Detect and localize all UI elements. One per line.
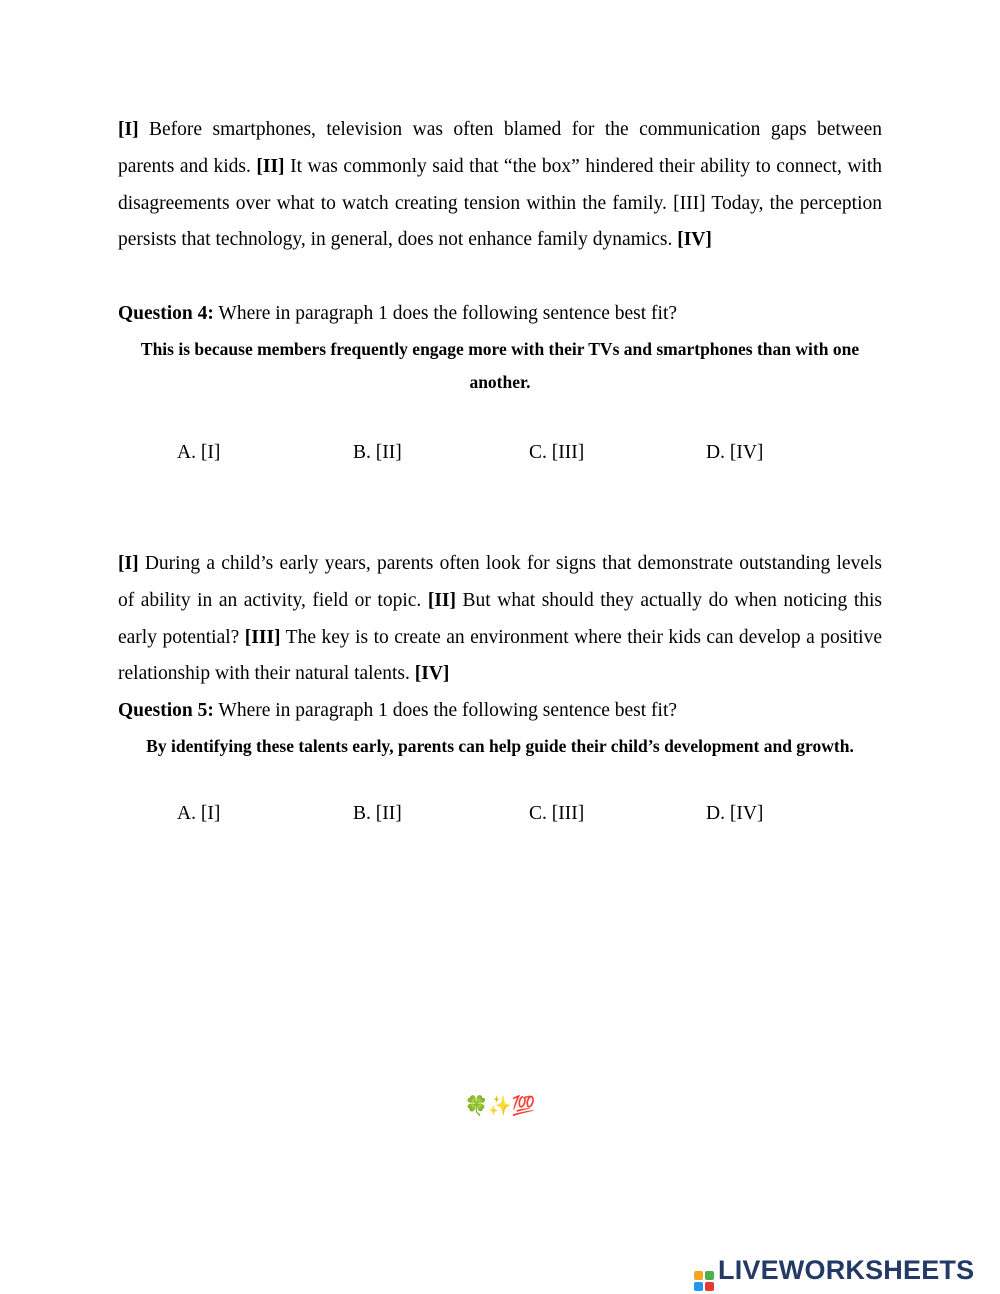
- liveworksheets-logo: [694, 1255, 974, 1285]
- q4-option-c[interactable]: C. [III]: [529, 442, 585, 463]
- logo-badge-square: [705, 1271, 714, 1280]
- q5-option-a[interactable]: A. [I]: [177, 803, 221, 824]
- q5-option-b[interactable]: B. [II]: [353, 803, 402, 824]
- q4-option-a[interactable]: A. [I]: [177, 442, 221, 463]
- q4-paragraph-segment: [II]: [256, 155, 285, 177]
- q4-question-text: Where in paragraph 1 does the following sentence best fit?: [213, 303, 678, 324]
- logo-badge-square: [694, 1271, 703, 1280]
- q4-paragraph: [118, 112, 882, 259]
- q5-paragraph-segment: The key is to create an environment where their kids can develop a positive relationship with their natural talents.: [118, 626, 882, 685]
- q4-insert-sentence: This is because members frequently engage more with their TVs and smartphones than with one another.: [140, 339, 860, 392]
- q5-question-text: Where in paragraph 1 does the following sentence best fit?: [213, 700, 678, 721]
- q5-option-d[interactable]: D. [IV]: [706, 803, 764, 824]
- q5-paragraph-segment: [III]: [244, 626, 281, 648]
- q4-option-d[interactable]: D. [IV]: [706, 442, 764, 463]
- q5-paragraph-segment: During a child’s early years, parents often look for signs that demonstrate outstanding levels of ability in an activity, field or topic.: [118, 553, 882, 611]
- logo-text: LIVEWORKSHEETS: [718, 1255, 975, 1285]
- q5-question-label: Question 5:: [118, 700, 214, 721]
- q4-options: [0, 442, 1000, 470]
- q5-question: [118, 698, 882, 724]
- q4-paragraph-segment: Before smartphones, television was often blamed for the communication gaps between parents and kids.: [118, 119, 882, 177]
- q5-option-c[interactable]: C. [III]: [529, 803, 585, 824]
- q5-insert-sentence: By identifying these talents early, parents can help guide their child’s development and growth.: [146, 736, 854, 756]
- logo-badge-icon: [694, 1271, 714, 1291]
- logo-badge-square: [694, 1282, 703, 1291]
- q4-option-b[interactable]: B. [II]: [353, 442, 402, 463]
- q4-question-label: Question 4:: [118, 303, 214, 324]
- logo-badge-square: [705, 1282, 714, 1291]
- q5-paragraph: [118, 546, 882, 693]
- q5-paragraph-segment: [IV]: [414, 663, 450, 685]
- q4-paragraph-segment: [I]: [118, 119, 139, 140]
- q5-paragraph-segment: But what should they actually do when noticing this early potential?: [118, 589, 883, 648]
- q4-question: [118, 301, 882, 327]
- q5-paragraph-segment: [II]: [427, 589, 457, 611]
- q4-paragraph-segment: It was commonly said that “the box” hindered their ability to connect, with disagreements over what to watch creating tension within the family. [III] Today, the perception persists that technology, in general, does not enhance family dynamics.: [118, 155, 882, 251]
- q5-paragraph-segment: [I]: [118, 553, 139, 574]
- q5-options: [0, 803, 1000, 831]
- q4-paragraph-segment: [IV]: [677, 229, 712, 251]
- decorative-emoji: 🍀✨💯: [464, 1095, 536, 1117]
